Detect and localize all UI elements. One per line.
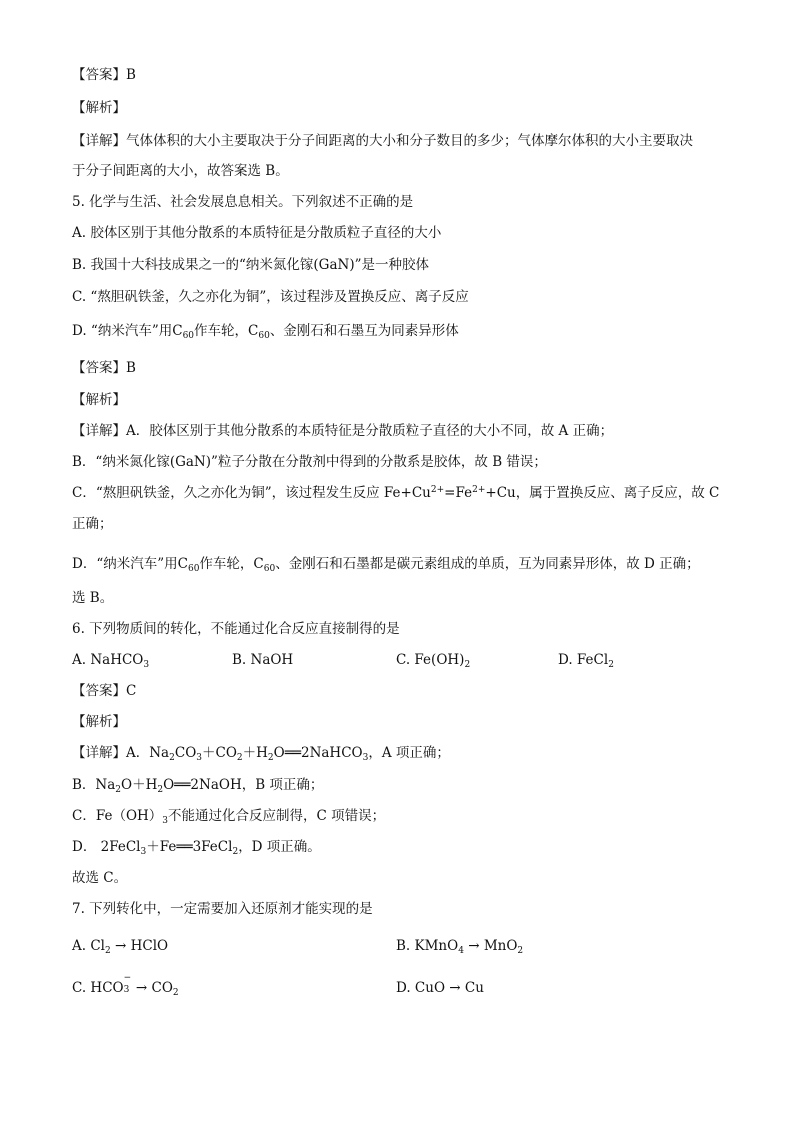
subscript: 3 <box>143 660 150 670</box>
subscript: 4 <box>458 946 464 956</box>
q5-detail-a: 【详解】A．胶体区别于其他分散系的本质特征是分散质粒子直径的大小不同，故 A 正确； <box>72 423 614 439</box>
text-run: D. FeCl <box>558 652 609 668</box>
q6-choose: 故选 C。 <box>72 870 128 886</box>
q6-detail-b <box>72 776 323 794</box>
text-run: B．Na <box>72 777 116 793</box>
text-run: ＋H <box>242 745 268 761</box>
subscript: 2 <box>267 753 274 763</box>
subscript: 3 <box>140 847 147 857</box>
q5-option-a: A. 胶体区别于其他分散系的本质特征是分散质粒子直径的大小 <box>72 225 442 241</box>
q7-option-c <box>72 973 179 998</box>
subscript: 3 <box>362 753 369 763</box>
q5-stem: 5. 化学与生活、社会发展息息相关。下列叙述不正确的是 <box>72 194 414 210</box>
q5-detail-c-line1 <box>72 484 719 502</box>
q6-detail-a <box>72 744 450 762</box>
text-run: B. KMnO <box>396 938 459 954</box>
text-run: +Cu，属于置换反应、离子反应，故 C <box>485 485 720 501</box>
subscript: 3 <box>162 816 169 826</box>
subscript: 60 <box>187 564 200 574</box>
text-run: 、金刚石和石墨互为同素异形体 <box>269 323 459 339</box>
subscript: 60 <box>258 331 270 341</box>
q5-detail-b: B．“纳米氮化镓(GaN)”粒子分散在分散剂中得到的分散系是胶体，故 B 错误； <box>72 454 547 470</box>
q5-option-c: C. “熬胆矾铁釜，久之亦化为铜”，该过程涉及置换反应、离子反应 <box>72 289 469 305</box>
text-run: → CO <box>131 980 173 996</box>
q6-stem: 6. 下列物质间的转化，不能通过化合反应直接制得的是 <box>72 621 400 637</box>
q5-analysis-heading: 【解析】 <box>72 392 126 408</box>
text-run: 【详解】A．Na <box>72 745 170 761</box>
subscript: 60 <box>182 331 195 341</box>
q5-choose: 选 B。 <box>72 590 114 606</box>
superscript: 2+ <box>430 485 445 495</box>
subscript: 60 <box>263 564 276 574</box>
sub-sup-stack: − 3 <box>123 973 132 995</box>
q4-analysis-heading: 【解析】 <box>72 100 126 116</box>
text-run: ，A 项正确； <box>368 745 450 761</box>
text-run: → MnO <box>463 938 518 954</box>
subscript: 2 <box>236 753 243 763</box>
q6-option-a <box>72 651 149 669</box>
q7-option-a <box>72 937 168 955</box>
subscript: 2 <box>115 785 122 795</box>
text-run: ＋Fe══3FeCl <box>146 839 233 855</box>
q7-stem: 7. 下列转化中，一定需要加入还原剂才能实现的是 <box>72 901 373 917</box>
text-run: C．Fe（OH） <box>72 808 163 824</box>
subscript: 2 <box>157 785 164 795</box>
superscript: 2+ <box>472 485 486 495</box>
q5-answer: 【答案】B <box>72 360 136 376</box>
text-run: =Fe <box>444 485 473 501</box>
subscript: 2 <box>172 988 179 998</box>
text-run: ，D 项正确。 <box>238 839 321 855</box>
q6-detail-c <box>72 807 385 825</box>
text-run: O══2NaOH，B 项正确； <box>163 777 324 793</box>
text-run: C．“熬胆矾铁釜，久之亦化为铜”，该过程发生反应 Fe+Cu <box>72 485 431 501</box>
text-run: A. Cl <box>72 938 105 954</box>
q6-analysis-heading: 【解析】 <box>72 714 126 730</box>
subscript: 2 <box>608 660 614 670</box>
q5-option-d <box>72 322 459 340</box>
q6-option-c <box>396 651 470 669</box>
subscript: 2 <box>104 946 111 956</box>
text-run: D. “纳米汽车”用C <box>72 323 183 339</box>
subscript: 2 <box>517 946 524 956</box>
text-run: 不能通过化合反应制得，C 项错误； <box>168 808 386 824</box>
text-run: ＋CO <box>202 745 237 761</box>
text-run: → HClO <box>110 938 169 954</box>
subscript: 2 <box>169 753 175 763</box>
text-run: O══2NaHCO <box>273 745 363 761</box>
subscript: 3 <box>196 753 202 763</box>
subscript: 2 <box>232 847 239 857</box>
text-run: 作车轮，C <box>194 323 259 339</box>
q4-answer: 【答案】B <box>72 67 136 83</box>
q6-answer: 【答案】C <box>72 683 137 699</box>
text-run: O＋H <box>121 777 158 793</box>
q4-detail-line2: 于分子间距离的大小，故答案选 B。 <box>72 163 289 179</box>
text-run: C. Fe(OH) <box>396 652 465 668</box>
q7-option-d: D. CuO → Cu <box>396 980 484 996</box>
text-run: D．“纳米汽车”用C <box>72 556 188 572</box>
text-run: CO <box>174 745 197 761</box>
q4-detail-line1: 【详解】气体体积的大小主要取决于分子间距离的大小和分子数目的多少；气体摩尔体积的大小主要取决 <box>72 133 693 149</box>
q7-option-b <box>396 937 523 955</box>
text-run: D． 2FeCl <box>72 839 141 855</box>
text-run: A. NaHCO <box>72 652 144 668</box>
text-run: 、金刚石和石墨都是碳元素组成的单质，互为同素异形体，故 D 正确； <box>275 556 700 572</box>
q6-detail-d <box>72 838 321 856</box>
q5-detail-d <box>72 555 700 573</box>
subscript: 2 <box>464 660 471 670</box>
q5-option-b: B. 我国十大科技成果之一的“纳米氮化镓(GaN)”是一种胶体 <box>72 257 429 273</box>
text-run: C. HCO <box>72 980 124 996</box>
q6-option-b: B. NaOH <box>232 652 294 668</box>
q6-option-d <box>558 651 614 669</box>
text-run: 作车轮，C <box>199 556 264 572</box>
q5-detail-c-line2: 正确； <box>72 516 113 532</box>
